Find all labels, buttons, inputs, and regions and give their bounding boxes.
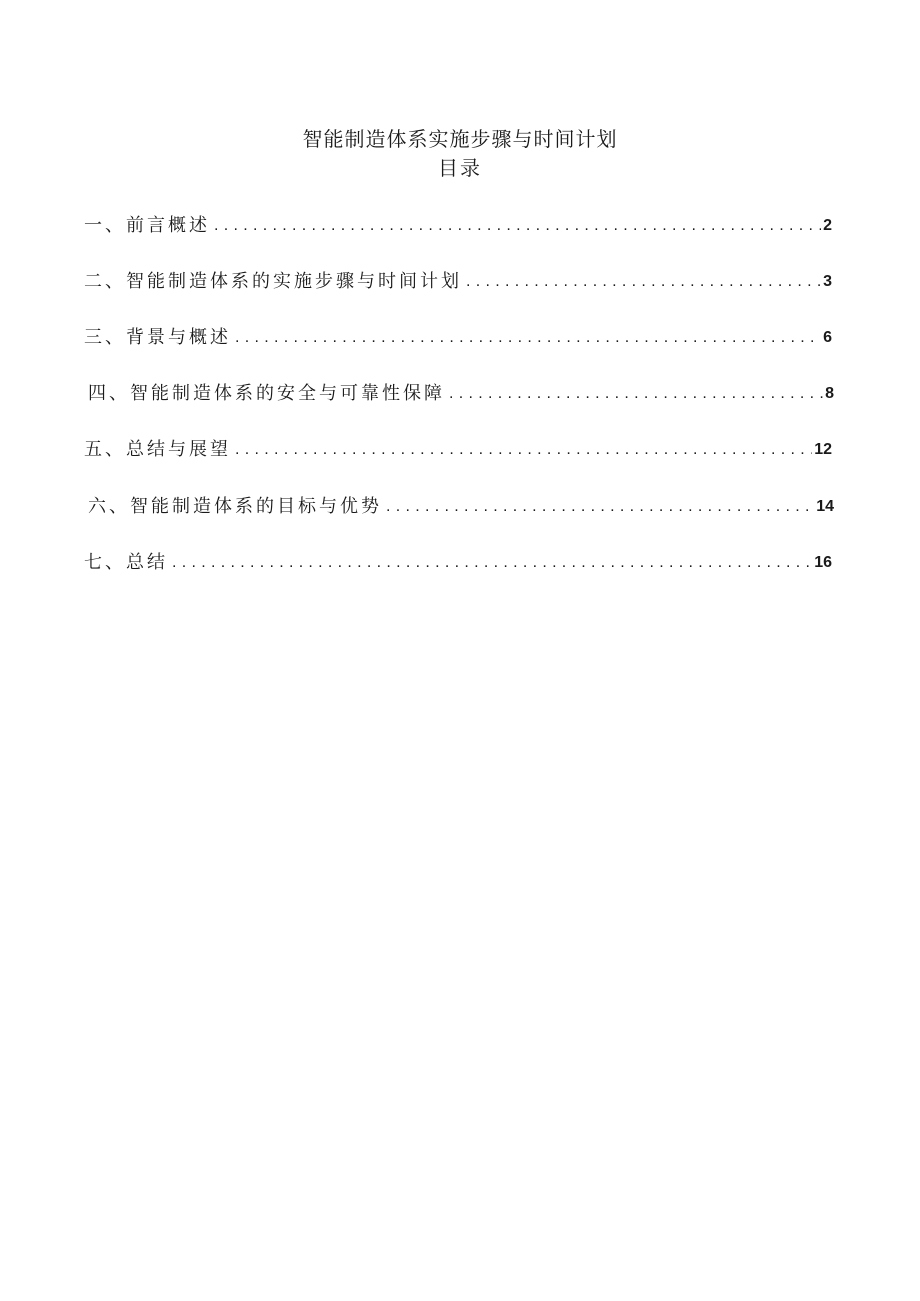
toc-dot-leader	[386, 491, 814, 523]
toc-entry[interactable]	[88, 378, 834, 410]
toc-entry[interactable]	[84, 434, 832, 466]
toc-dot-leader	[466, 266, 821, 298]
toc-entry-label: 三、背景与概述	[84, 327, 231, 348]
toc-entry-label: 七、总结	[84, 552, 168, 573]
toc-entry-label: 五、总结与展望	[84, 439, 231, 460]
toc-heading: 目录	[438, 156, 482, 180]
toc-dot-leader	[235, 322, 821, 354]
toc-entry-page-number: 2	[823, 217, 832, 234]
toc-dot-leader	[214, 210, 821, 242]
toc-dot-leader	[235, 434, 812, 466]
toc-entry-label: 六、智能制造体系的目标与优势	[88, 496, 382, 517]
toc-dot-leader	[449, 378, 823, 410]
toc-entry-page-number: 16	[814, 554, 832, 571]
toc-entry-page-number: 8	[825, 385, 834, 402]
toc-entry[interactable]	[84, 547, 832, 579]
toc-entry-page-number: 3	[823, 273, 832, 290]
toc-dot-leader	[172, 547, 812, 579]
toc-entry-page-number: 14	[816, 498, 834, 515]
toc-entry[interactable]	[84, 210, 832, 242]
document-title: 智能制造体系实施步骤与时间计划	[302, 127, 618, 151]
toc-entry[interactable]	[84, 266, 832, 298]
toc-entry-page-number: 12	[814, 441, 832, 458]
toc-entry-label: 四、智能制造体系的安全与可靠性保障	[88, 383, 445, 404]
toc-entry[interactable]	[88, 491, 834, 523]
toc-entry-label: 二、智能制造体系的实施步骤与时间计划	[84, 271, 462, 292]
toc-entry-label: 一、前言概述	[84, 215, 210, 236]
toc-entry-page-number: 6	[823, 329, 832, 346]
toc-entry[interactable]	[84, 322, 832, 354]
